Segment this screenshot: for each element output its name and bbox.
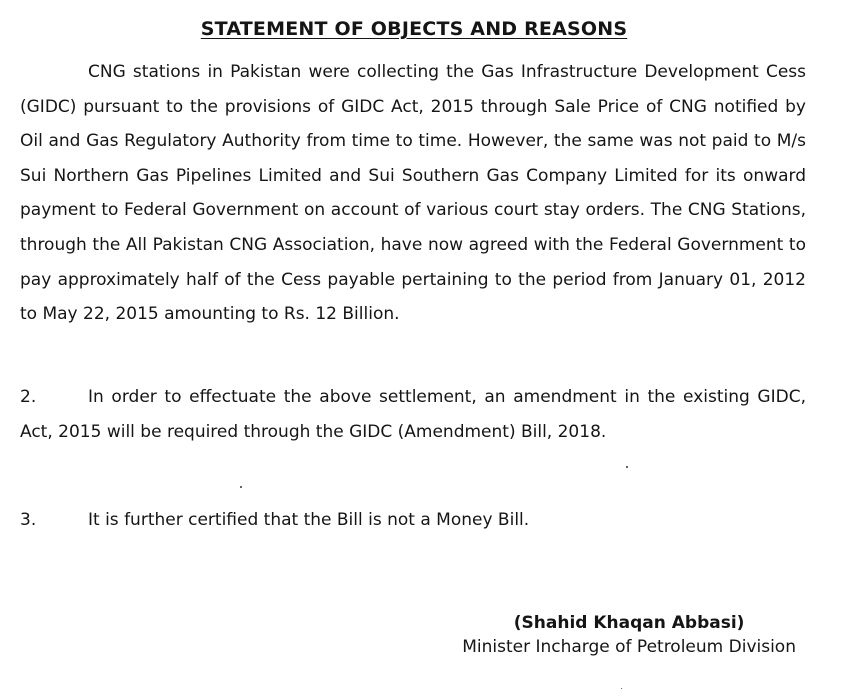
paragraph-1-text: CNG stations in Pakistan were collecting the Gas Infrastructure Development Cess (GIDC) pursuant to the provisions of GIDC Act, 2015 through Sale Price of CNG notified by Oil and Gas Regulatory Authority from time to time. However, the same was not paid to M/s Sui Northern Gas Pipelines Limited and Sui Southern Gas Company Limited for its onward payment to Federal Government on account of various court stay orders. The CNG Stations, through the All Pakistan CNG Association, have now agreed with the Federal Government to pay approximately half of the Cess payable pertaining to the period from January 01, 2012 to May 22, 2015 amounting to Rs. 12 Billion. xyxy=(20,62,806,325)
signatory-name: (Shahid Khaqan Abbasi) xyxy=(513,613,745,633)
paragraph-2-number: 2. xyxy=(20,387,37,407)
paragraph-3-text: It is further certified that the Bill is not a Money Bill. xyxy=(88,510,530,530)
signatory-designation: Minister Incharge of Petroleum Division xyxy=(462,637,796,657)
paragraph-3-number: 3. xyxy=(20,510,37,530)
document-title: STATEMENT OF OBJECTS AND REASONS xyxy=(200,18,628,40)
scan-speck xyxy=(240,486,242,488)
paragraph-3 xyxy=(20,503,806,538)
scan-speck xyxy=(626,466,628,468)
paragraph-2 xyxy=(20,380,806,449)
paragraph-1 xyxy=(20,55,806,332)
scan-speck xyxy=(621,688,622,689)
signature-block xyxy=(462,611,796,659)
paragraph-2-text: In order to effectuate the above settlement, an amendment in the existing GIDC, Act, 2015 will be required through the GIDC (Amendment) Bill, 2018. xyxy=(20,387,806,442)
